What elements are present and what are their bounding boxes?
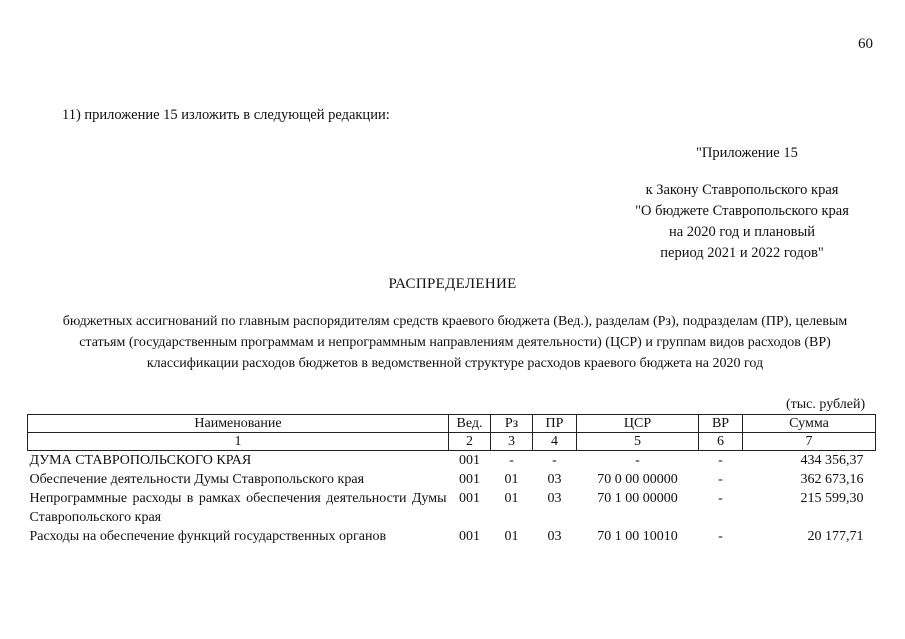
row-sum: 434 356,37 [800,453,864,468]
table-row [28,451,876,471]
row-sum: 20 177,71 [807,529,864,544]
row-pr: 03 [547,491,562,506]
column-number: 5 [577,433,699,451]
row-name: ДУМА СТАВРОПОЛЬСКОГО КРАЯ [29,453,252,468]
row-name: Непрограммные расходы в рамках обеспечения деятельности Думы Ставропольского края [29,491,447,525]
row-sum: 215 599,30 [800,491,864,506]
column-header: Вед. [449,415,491,433]
column-number: 4 [533,433,577,451]
page-number: 60 [858,36,873,52]
column-number: 7 [743,433,876,451]
intro-text: 11) приложение 15 изложить в следующей редакции: [62,107,390,123]
row-rz: - [509,453,514,468]
column-header: Наименование [28,415,449,433]
row-csr: 70 0 00 00000 [597,472,678,487]
units-label: (тыс. рублей) [786,397,866,412]
column-number: 1 [28,433,449,451]
row-rz: 01 [504,529,519,544]
row-vr: - [718,529,723,544]
row-pr: 03 [547,529,562,544]
appendix-law-lines [622,180,862,264]
row-sum: 362 673,16 [800,472,864,487]
appendix-title: "Приложение 15 [696,145,798,161]
column-number: 2 [449,433,491,451]
appendix-line: на 2020 год и плановый [668,224,816,240]
row-csr: 70 1 00 00000 [597,491,678,506]
document-heading: РАСПРЕДЕЛЕНИЕ [388,276,517,292]
table-row [28,527,876,546]
row-rz: 01 [504,472,519,487]
row-ved: 001 [459,529,480,544]
row-rz: 01 [504,491,519,506]
column-header: ЦСР [577,415,699,433]
appendix-line: к Закону Ставропольского края [645,182,839,198]
table-column-numbers-row [28,433,876,451]
appendix-line: "О бюджете Ставропольского края [635,203,849,219]
document-description: бюджетных ассигнований по главным распорядителям средств краевого бюджета (Вед.), разделам (Рз), подразделам (ПР), целевым статьям (государственным программам и непрограммным направлениям деятельности) (ЦСР) и группам видов расходов (ВР) классификации расходов бюджетов в ведомственной структуре расходов краевого бюджета на 2020 год [62,314,848,371]
row-pr: 03 [547,472,562,487]
table-header-row [28,415,876,433]
column-header: Сумма [743,415,876,433]
column-header: Рз [491,415,533,433]
row-csr: 70 1 00 10010 [597,529,678,544]
row-pr: - [552,453,557,468]
row-ved: 001 [459,472,480,487]
column-number: 6 [699,433,743,451]
appendix-line: период 2021 и 2022 годов" [660,245,824,261]
row-ved: 001 [459,453,480,468]
table-row [28,470,876,489]
column-header: ПР [533,415,577,433]
row-vr: - [718,491,723,506]
row-vr: - [718,472,723,487]
row-name: Расходы на обеспечение функций государственных органов [29,529,387,544]
row-vr: - [718,453,723,468]
column-header: ВР [699,415,743,433]
budget-table [27,414,876,546]
row-csr: - [635,453,640,468]
row-ved: 001 [459,491,480,506]
table-row [28,489,876,527]
row-name: Обеспечение деятельности Думы Ставропольского края [29,472,365,487]
column-number: 3 [491,433,533,451]
